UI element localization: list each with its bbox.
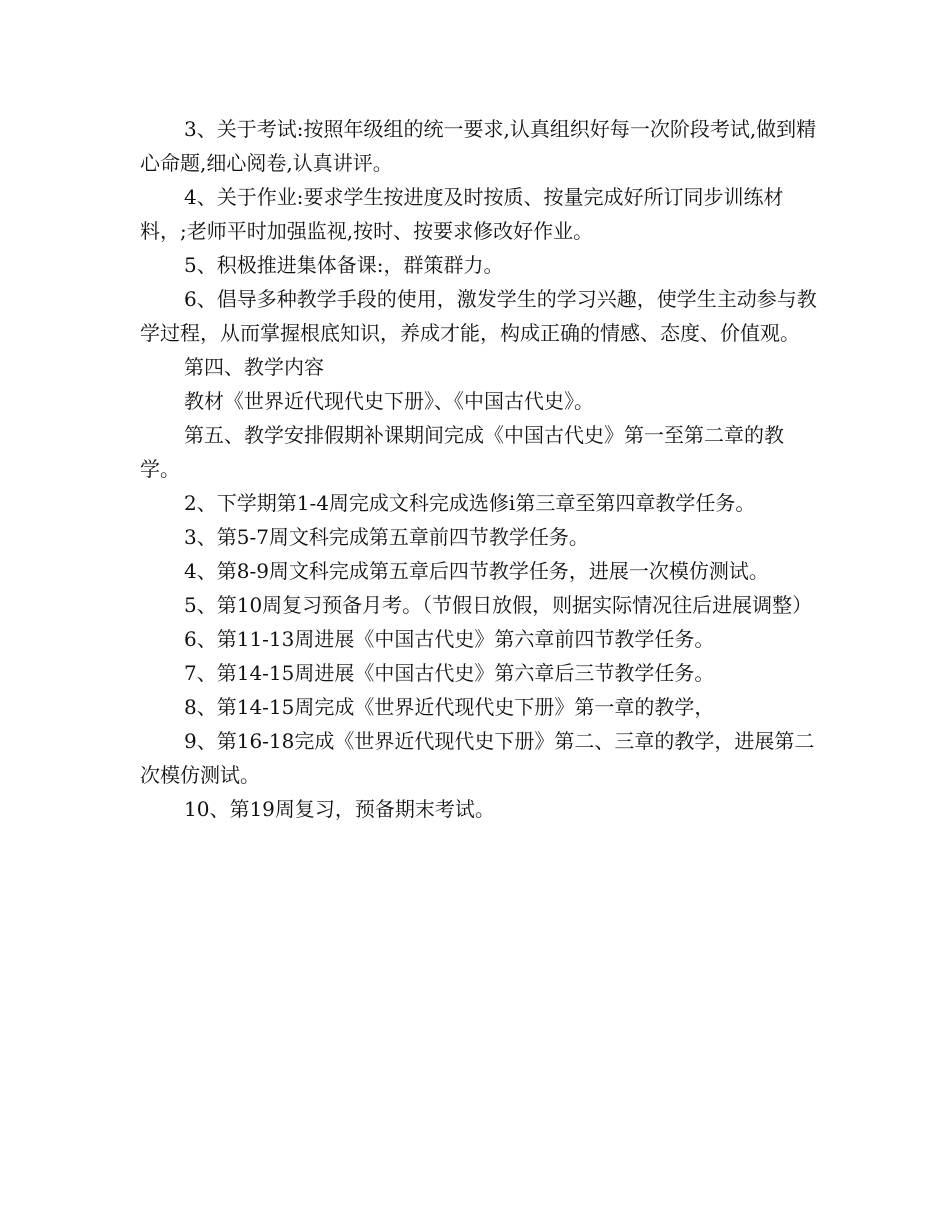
- paragraph-collective-prep: 5、积极推进集体备课:，群策群力。: [184, 253, 504, 277]
- paragraph-exam: 3、关于考试:按照年级组的统一要求,认真组织好每一次阶段考试,做到精心命题,细心阅卷,认真讲评。: [140, 117, 817, 175]
- schedule-item: 4、第8-9周文科完成第五章后四节教学任务，进展一次模仿测试。: [184, 559, 769, 583]
- paragraph-teaching-methods: 6、倡导多种教学手段的使用，激发学生的学习兴趣，使学生主动参与教学过程，从而掌握根底知识，养成才能，构成正确的情感、态度、价值观。: [140, 287, 817, 345]
- schedule-item: 6、第11-13周进展《中国古代史》第六章前四节教学任务。: [184, 627, 715, 651]
- schedule-item: 2、下学期第1-4周完成文科完成选修i第三章至第四章教学任务。: [184, 491, 756, 515]
- schedule-item: 7、第14-15周进展《中国古代史》第六章后三节教学任务。: [184, 661, 715, 685]
- schedule-item: 8、第14-15周完成《世界近代现代史下册》第一章的教学，: [184, 695, 715, 719]
- schedule-item: 9、第16-18完成《世界近代现代史下册》第二、三章的教学，进展第二次模仿测试。: [140, 729, 815, 787]
- section-heading-teaching-content: 第四、教学内容: [184, 355, 324, 379]
- schedule-item: 10、第19周复习，预备期末考试。: [184, 797, 495, 821]
- schedule-item: 3、第5-7周文科完成第五章前四节教学任务。: [184, 525, 589, 549]
- schedule-item: 5、第10周复习预备月考。（节假日放假，则据实际情况往后进展调整）: [184, 593, 813, 617]
- paragraph-homework: 4、关于作业:要求学生按进度及时按质、按量完成好所订同步训练材料，;老师平时加强监视,按时、按要求修改好作业。: [140, 185, 784, 243]
- document-body: [140, 112, 820, 826]
- paragraph-textbooks: 教材《世界近代现代史下册》、《中国古代史》。: [184, 389, 594, 413]
- section-heading-teaching-schedule: 第五、教学安排假期补课期间完成《中国古代史》第一至第二章的教学。: [140, 423, 784, 481]
